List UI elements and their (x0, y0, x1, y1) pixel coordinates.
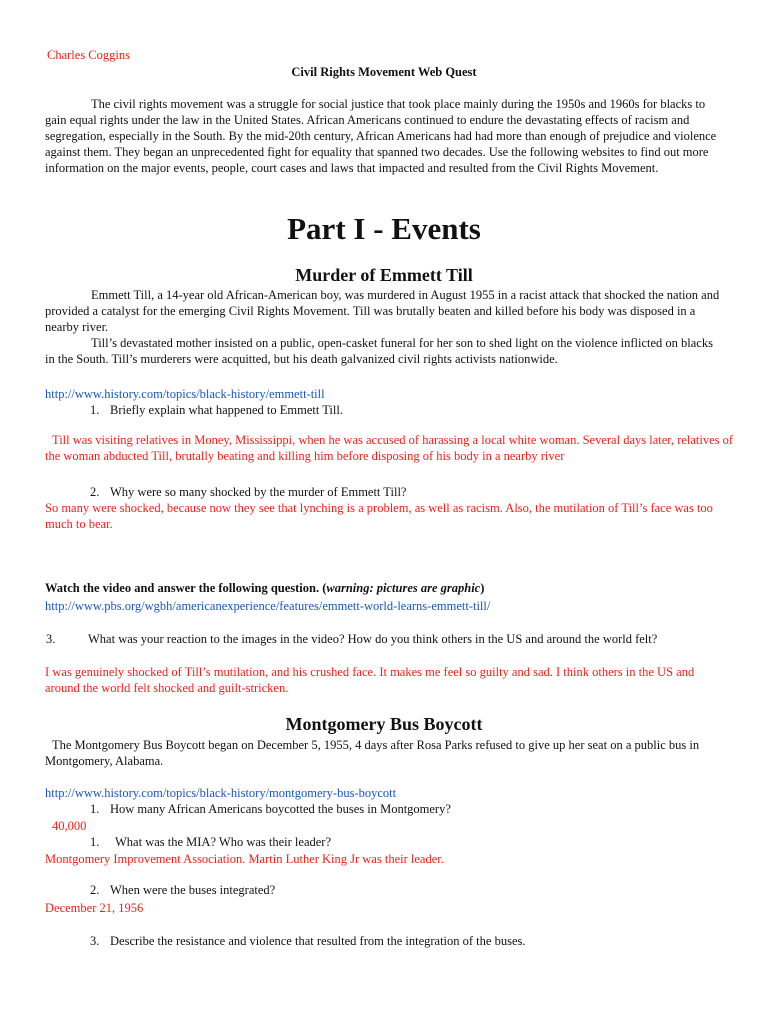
video-instruction (45, 580, 484, 596)
video-link[interactable]: http://www.pbs.org/wgbh/americanexperience/features/emmett-world-learns-emmett-till/ (45, 599, 491, 613)
till-answer-1: Till was visiting relatives in Money, Mississippi, when he was accused of harassing a local white woman. Several days later, relatives of the woman abducted Till, brutally beating and killing him before disposing of his body in a nearby river (45, 433, 734, 463)
part-heading: Part I - Events (287, 211, 481, 246)
till-link[interactable]: http://www.history.com/topics/black-history/emmett-till (45, 387, 325, 401)
video-warning: warning: pictures are graphic (326, 581, 481, 595)
till-paragraph-1: Emmett Till, a 14-year old African-American boy, was murdered in August 1955 in a racist attack that shocked the nation and provided a catalyst for the emerging Civil Rights Movement. Till was brutally beaten and killed before his body was disposed in a nearby river. (45, 288, 720, 334)
question-number: 1. (90, 802, 100, 816)
boycott-question-1b (90, 834, 331, 850)
till-question-2 (90, 484, 406, 500)
boycott-question-1 (90, 801, 451, 817)
boycott-answer-1: 40,000 (52, 819, 87, 833)
section-heading-till: Murder of Emmett Till (295, 265, 473, 285)
question-text: Why were so many shocked by the murder of Emmett Till? (110, 485, 407, 499)
question-text: Describe the resistance and violence that resulted from the integration of the buses. (110, 934, 526, 948)
boycott-question-2 (90, 882, 275, 898)
question-number: 1. (90, 403, 100, 417)
till-answer-3: I was genuinely shocked of Till’s mutilation, and his crushed face. It makes me feel so guilty and sad. I think others in the US and around the world felt shocked and guilt-stricken. (45, 665, 695, 695)
till-answer-2: So many were shocked, because now they see that lynching is a problem, as well as racism. Also, the mutilation of Till’s face was too much to bear. (45, 501, 713, 531)
boycott-answer-1b: Montgomery Improvement Association. Martin Luther King Jr was their leader. (45, 852, 444, 866)
question-text: What was your reaction to the images in the video? How do you think others in the US and around the world felt? (88, 632, 658, 646)
video-prompt: Watch the video and answer the following question. ( (45, 581, 327, 595)
question-number: 2. (90, 485, 100, 499)
question-text: What was the MIA? Who was their leader? (115, 835, 332, 849)
author-name: Charles Coggins (47, 48, 130, 62)
till-paragraph-2: Till’s devastated mother insisted on a public, open-casket funeral for her son to shed light on the violence inflicted on blacks in the South. Till’s murderers were acquitted, but his death galvanized civil rights activists nationwide. (45, 336, 713, 366)
section-heading-boycott: Montgomery Bus Boycott (285, 714, 483, 734)
document-title: Civil Rights Movement Web Quest (291, 65, 477, 79)
question-text: When were the buses integrated? (110, 883, 276, 897)
question-number: 2. (90, 883, 100, 897)
boycott-question-3 (90, 933, 525, 949)
till-question-1 (90, 402, 343, 418)
till-question-3 (46, 631, 750, 647)
question-text: Briefly explain what happened to Emmett Till. (110, 403, 343, 417)
question-number: 3. (90, 934, 100, 948)
intro-paragraph: The civil rights movement was a struggle for social justice that took place mainly during the 1950s and 1960s for blacks to gain equal rights under the law in the United States. African Americans continued to endure the devastating effects of racism and segregation, especially in the South. By the mid-20th century, African Americans had had more than enough of prejudice and violence against them. They began an unprecedented fight for equality that spanned two decades. Use the following websites to find out more information on the major events, people, court cases and laws that impacted and resulted from the Civil Rights Movement. (45, 97, 717, 175)
boycott-link[interactable]: http://www.history.com/topics/black-history/montgomery-bus-boycott (45, 786, 397, 800)
question-number: 3. (46, 632, 56, 646)
video-prompt-close: ) (480, 581, 485, 595)
boycott-answer-2: December 21, 1956 (45, 901, 144, 915)
question-text: How many African Americans boycotted the buses in Montgomery? (110, 802, 451, 816)
boycott-intro: The Montgomery Bus Boycott began on December 5, 1955, 4 days after Rosa Parks refused to give up her seat on a public bus in Montgomery, Alabama. (45, 738, 700, 768)
question-number: 1. (90, 835, 100, 849)
